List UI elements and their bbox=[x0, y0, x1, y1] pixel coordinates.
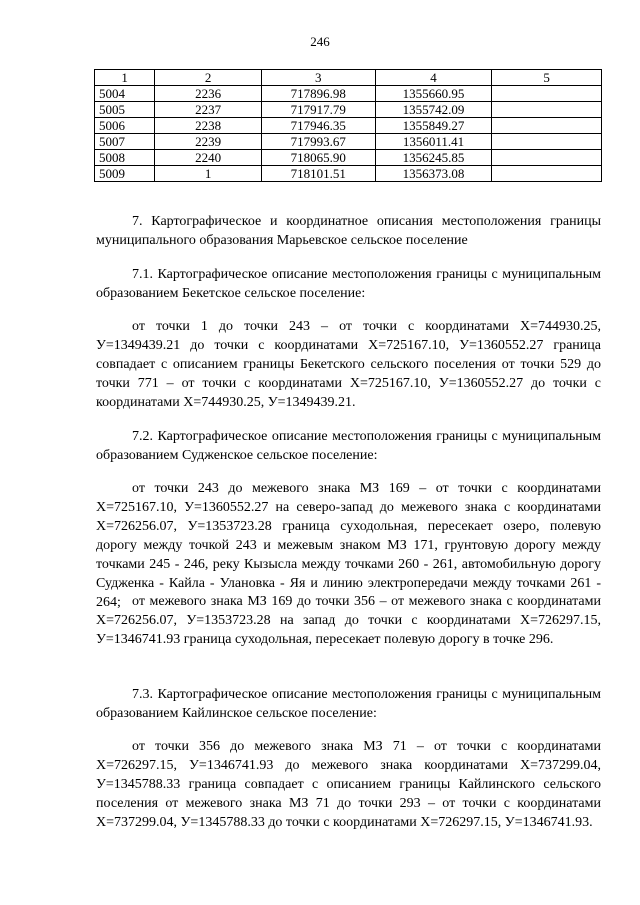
table-cell: 717993.67 bbox=[261, 134, 375, 150]
table-row bbox=[95, 86, 602, 102]
table-header-cell: 1 bbox=[95, 70, 155, 86]
section-heading-7-3 bbox=[96, 685, 601, 723]
table-cell: 5005 bbox=[95, 102, 155, 118]
section-heading-7-1-text: 7.1. Картографическое описание местоположения границы с муниципальным образованием Бекетское сельское поселение: bbox=[96, 267, 601, 301]
paragraph-7-1 bbox=[96, 317, 601, 412]
table-cell: 1356373.08 bbox=[375, 166, 492, 182]
table-cell bbox=[492, 134, 602, 150]
table-header-cell: 2 bbox=[155, 70, 262, 86]
table-cell: 5006 bbox=[95, 118, 155, 134]
table-row bbox=[95, 150, 602, 166]
table-cell: 5004 bbox=[95, 86, 155, 102]
table-header-row bbox=[95, 70, 602, 86]
table-cell bbox=[492, 166, 602, 182]
table-cell: 5008 bbox=[95, 150, 155, 166]
section-heading-7-2 bbox=[96, 427, 601, 465]
paragraph-7-2b-text: от межевого знака МЗ 169 до точки 356 – от межевого знака с координатами Х=726256.07, У=1353723.28 на запад до точки с координатами Х=726297.15, У=1346741.93 граница суходольная, пересекает полевую дорогу в точке 296. bbox=[96, 594, 601, 647]
table-cell: 5007 bbox=[95, 134, 155, 150]
table-cell: 1355742.09 bbox=[375, 102, 492, 118]
section-heading-7-1 bbox=[96, 265, 601, 303]
table-cell: 1356245.85 bbox=[375, 150, 492, 166]
section-heading-7-text: 7. Картографическое и координатное описания местоположения границы муниципального образования Марьевское сельское поселение bbox=[96, 214, 601, 248]
table-cell: 718065.90 bbox=[261, 150, 375, 166]
table-cell: 1 bbox=[155, 166, 262, 182]
table-cell: 2239 bbox=[155, 134, 262, 150]
table-header-cell: 3 bbox=[261, 70, 375, 86]
table-cell: 1355849.27 bbox=[375, 118, 492, 134]
paragraph-7-1-text: от точки 1 до точки 243 – от точки с координатами Х=744930.25, У=1349439.21 до точки с координатами Х=725167.10, У=1360552.27 граница совпадает с описанием границы Бекетского сельского поселения от точки 529 до точки 771 – от точки с координатами Х=725167.10, У=1360552.27 до точки с координатами Х=744930.25, У=1349439.21. bbox=[96, 319, 601, 410]
page-number: 246 bbox=[310, 34, 330, 49]
table-cell: 1355660.95 bbox=[375, 86, 492, 102]
table-header-cell: 4 bbox=[375, 70, 492, 86]
table-cell: 2237 bbox=[155, 102, 262, 118]
table-row bbox=[95, 134, 602, 150]
paragraph-7-2b bbox=[96, 592, 601, 649]
table-cell: 2236 bbox=[155, 86, 262, 102]
paragraph-7-3-text: от точки 356 до межевого знака МЗ 71 – от точки с координатами Х=726297.15, У=1346741.93 до межевого знака координатами Х=737299.04, У=1345788.33 граница совпадает с описанием границы Кайлинского сельского поселения от межевого знака МЗ 71 до точки 293 – от точки с координатами Х=737299.04, У=1345788.33 до точки с координатами Х=726297.15, У=1346741.93. bbox=[96, 739, 601, 830]
section-heading-7-3-text: 7.3. Картографическое описание местоположения границы с муниципальным образованием Кайлинское сельское поселение: bbox=[96, 687, 601, 721]
table-cell: 2240 bbox=[155, 150, 262, 166]
table-row bbox=[95, 166, 602, 182]
paragraph-7-3 bbox=[96, 737, 601, 832]
table-cell bbox=[492, 86, 602, 102]
table-cell: 717917.79 bbox=[261, 102, 375, 118]
table-row bbox=[95, 118, 602, 134]
section-heading-7-2-text: 7.2. Картографическое описание местоположения границы с муниципальным образованием Судженское сельское поселение: bbox=[96, 429, 601, 463]
table-cell: 5009 bbox=[95, 166, 155, 182]
paragraph-7-2a-text: от точки 243 до межевого знака МЗ 169 – от точки с координатами Х=725167.10, У=1360552.27 на северо-запад до межевого знака с координатами Х=726256.07, У=1353723.28 граница суходольная, пересекает озеро, полевую дорогу между точкой 243 и межевым знаком МЗ 171, грунтовую дорогу между точками 245 - 246, реку Кызысла между точками 260 - 261, автомобильную дорогу Судженка - Кайла - Улановка - Яя и линию электропередачи между точками 261 - 264; bbox=[96, 481, 601, 610]
coordinates-table bbox=[94, 69, 602, 182]
table-cell: 718101.51 bbox=[261, 166, 375, 182]
table-header-cell: 5 bbox=[492, 70, 602, 86]
table-cell bbox=[492, 118, 602, 134]
table-cell bbox=[492, 150, 602, 166]
table-cell: 2238 bbox=[155, 118, 262, 134]
table-cell bbox=[492, 102, 602, 118]
section-heading-7 bbox=[96, 212, 601, 250]
table-cell: 717896.98 bbox=[261, 86, 375, 102]
table-cell: 717946.35 bbox=[261, 118, 375, 134]
table-cell: 1356011.41 bbox=[375, 134, 492, 150]
table-row bbox=[95, 102, 602, 118]
